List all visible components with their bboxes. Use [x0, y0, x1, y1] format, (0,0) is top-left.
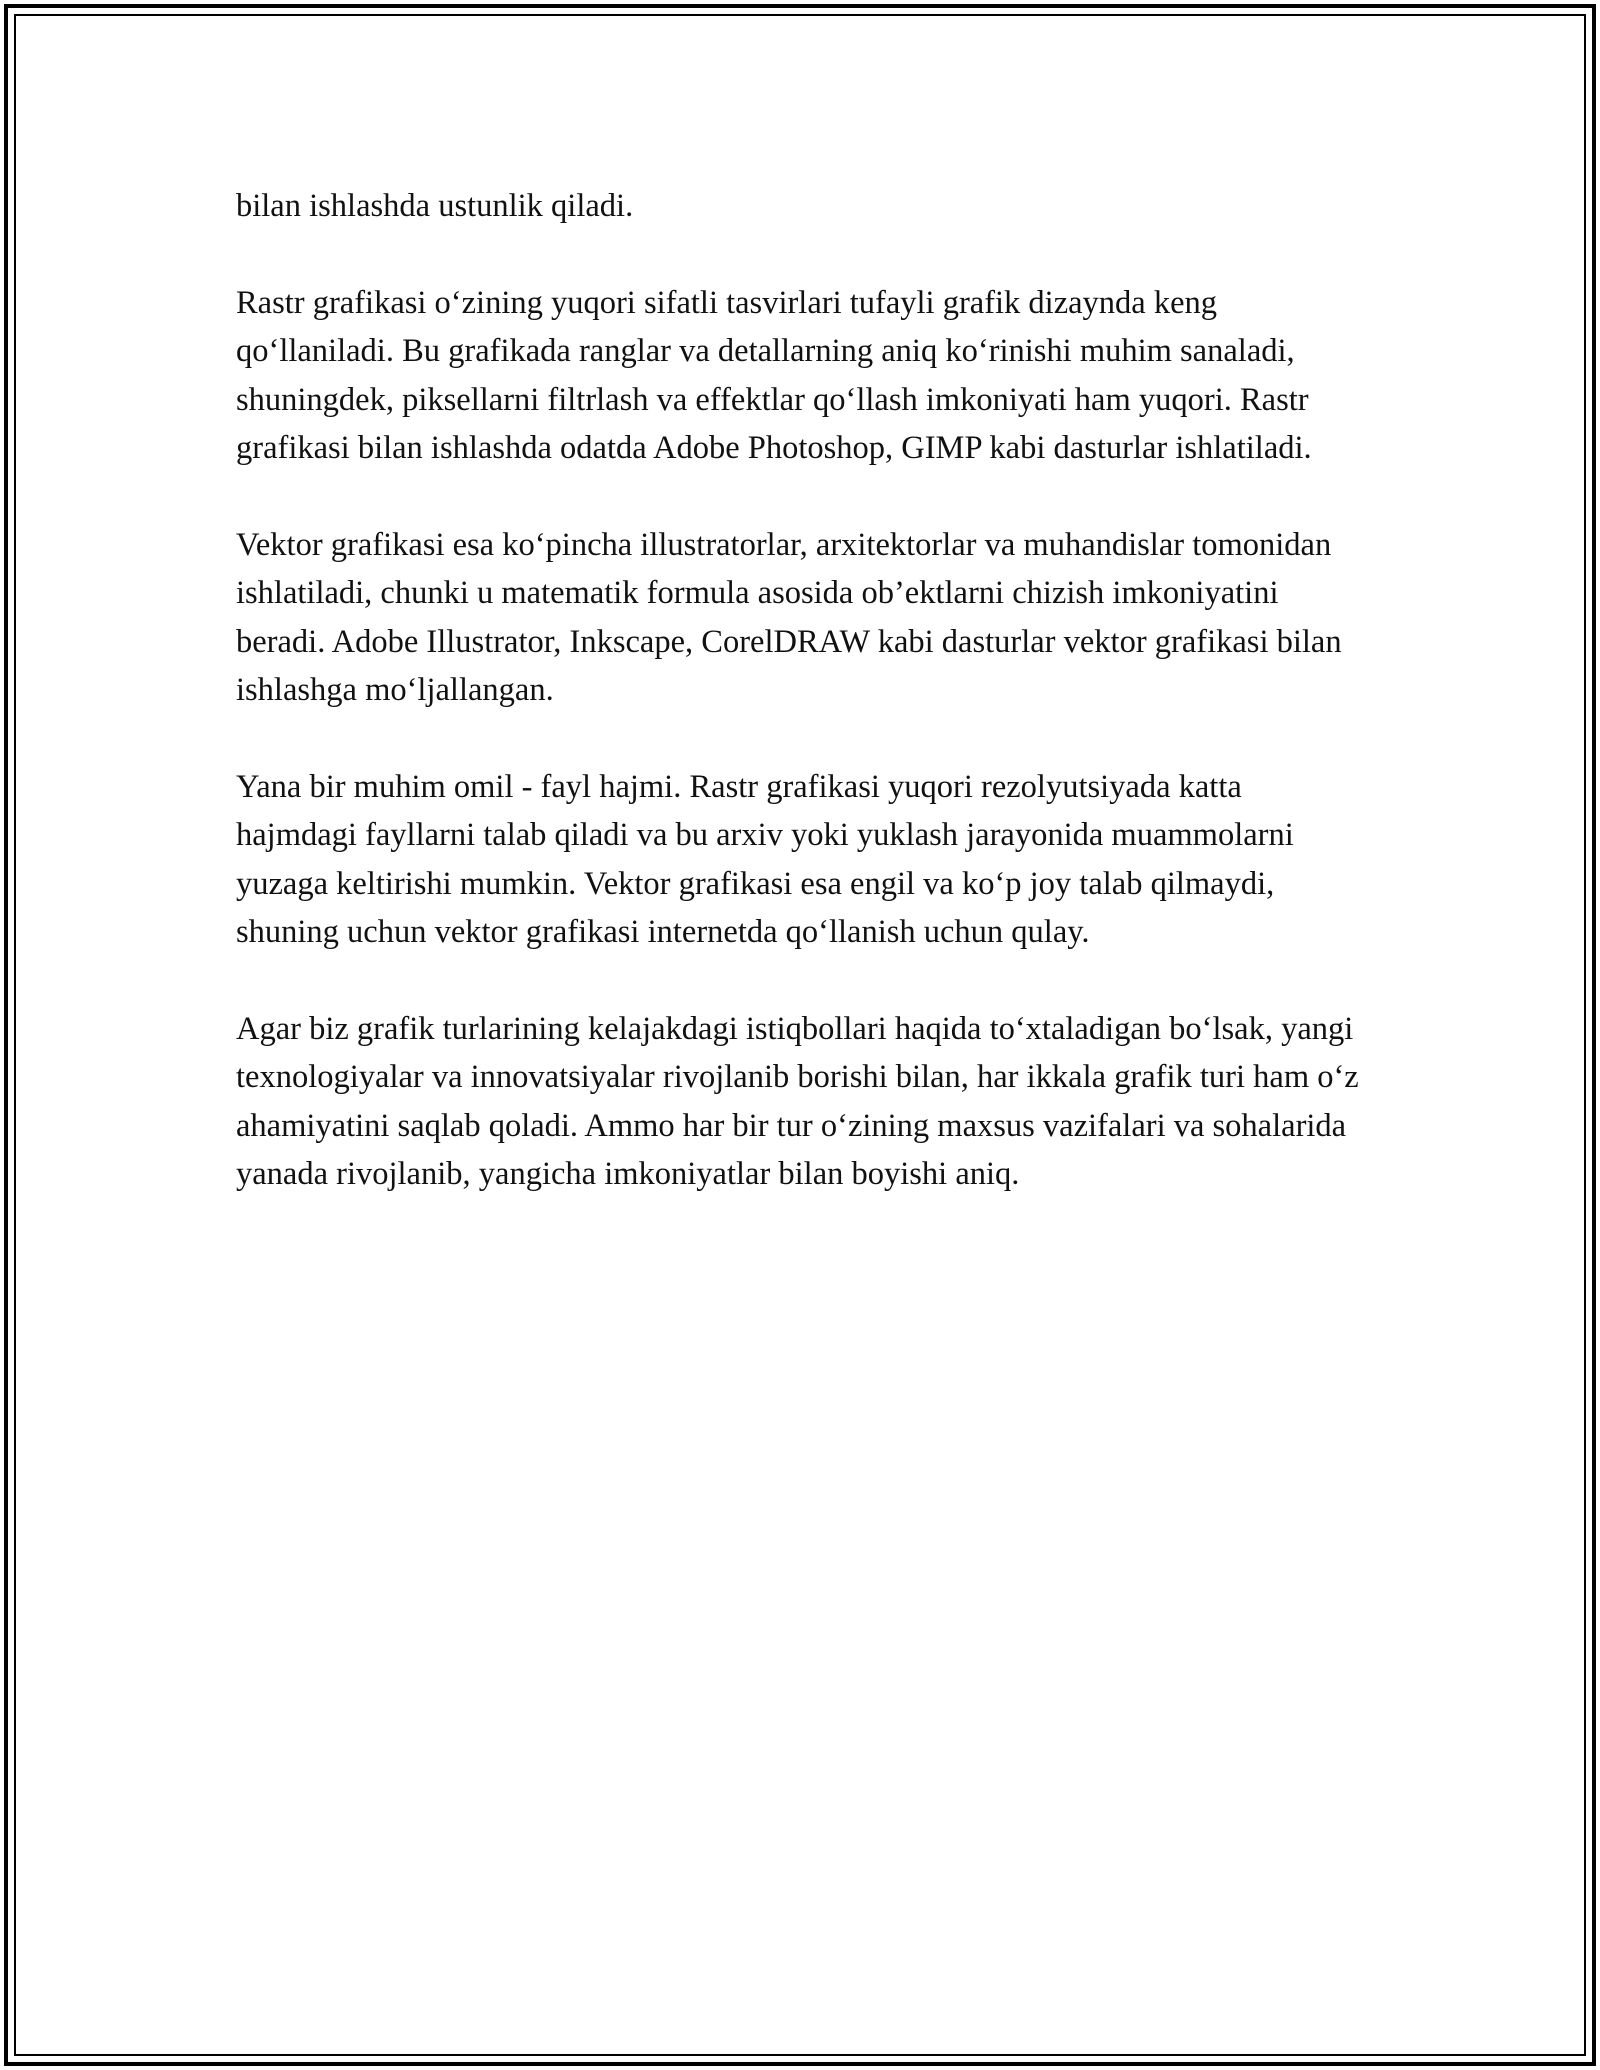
- paragraph-continuation: bilan ishlashda ustunlik qiladi.: [236, 188, 634, 224]
- paragraph-vector-graphics: Vektor grafikasi esa ko‘pincha illustratorlar, arxitektorlar va muhandislar tomonidan ishlatiladi, chunki u matematik formula asosida ob’ektlarni chizish imkoniyatini beradi. Adobe Illustrator, Inkscape, CorelDRAW kabi dasturlar vektor grafikasi bilan ishlashga mo‘ljallangan.: [236, 526, 1342, 709]
- document-body: [236, 182, 1366, 1247]
- paragraph-raster-graphics: Rastr grafikasi o‘zining yuqori sifatli tasvirlari tufayli grafik dizaynda keng qo‘llaniladi. Bu grafikada ranglar va detallarning aniq ko‘rinishi muhim sanaladi, shuningdek, piksellarni filtrlash va effektlar qo‘llash imkoniyati ham yuqori. Rastr grafikasi bilan ishlashda odatda Adobe Photoshop, GIMP kabi dasturlar ishlatiladi.: [236, 284, 1312, 467]
- paragraph-future-prospects: Agar biz grafik turlarining kelajakdagi istiqbollari haqida to‘xtaladigan bo‘lsak, yangi texnologiyalar va innovatsiyalar rivojlanib borishi bilan, har ikkala grafik turi ham o‘z ahamiyatini saqlab qoladi. Ammo har bir tur o‘zining maxsus vazifalari va sohalarida yanada rivojlanib, yangicha imkoniyatlar bilan boyishi aniq.: [236, 1010, 1359, 1193]
- paragraph-file-size: Yana bir muhim omil - fayl hajmi. Rastr grafikasi yuqori rezolyutsiyada katta hajmdagi fayllarni talab qiladi va bu arxiv yoki yuklash jarayonida muammolarni yuzaga keltirishi mumkin. Vektor grafikasi esa engil va ko‘p joy talab qilmaydi, shuning uchun vektor grafikasi internetda qo‘llanish uchun qulay.: [236, 768, 1294, 951]
